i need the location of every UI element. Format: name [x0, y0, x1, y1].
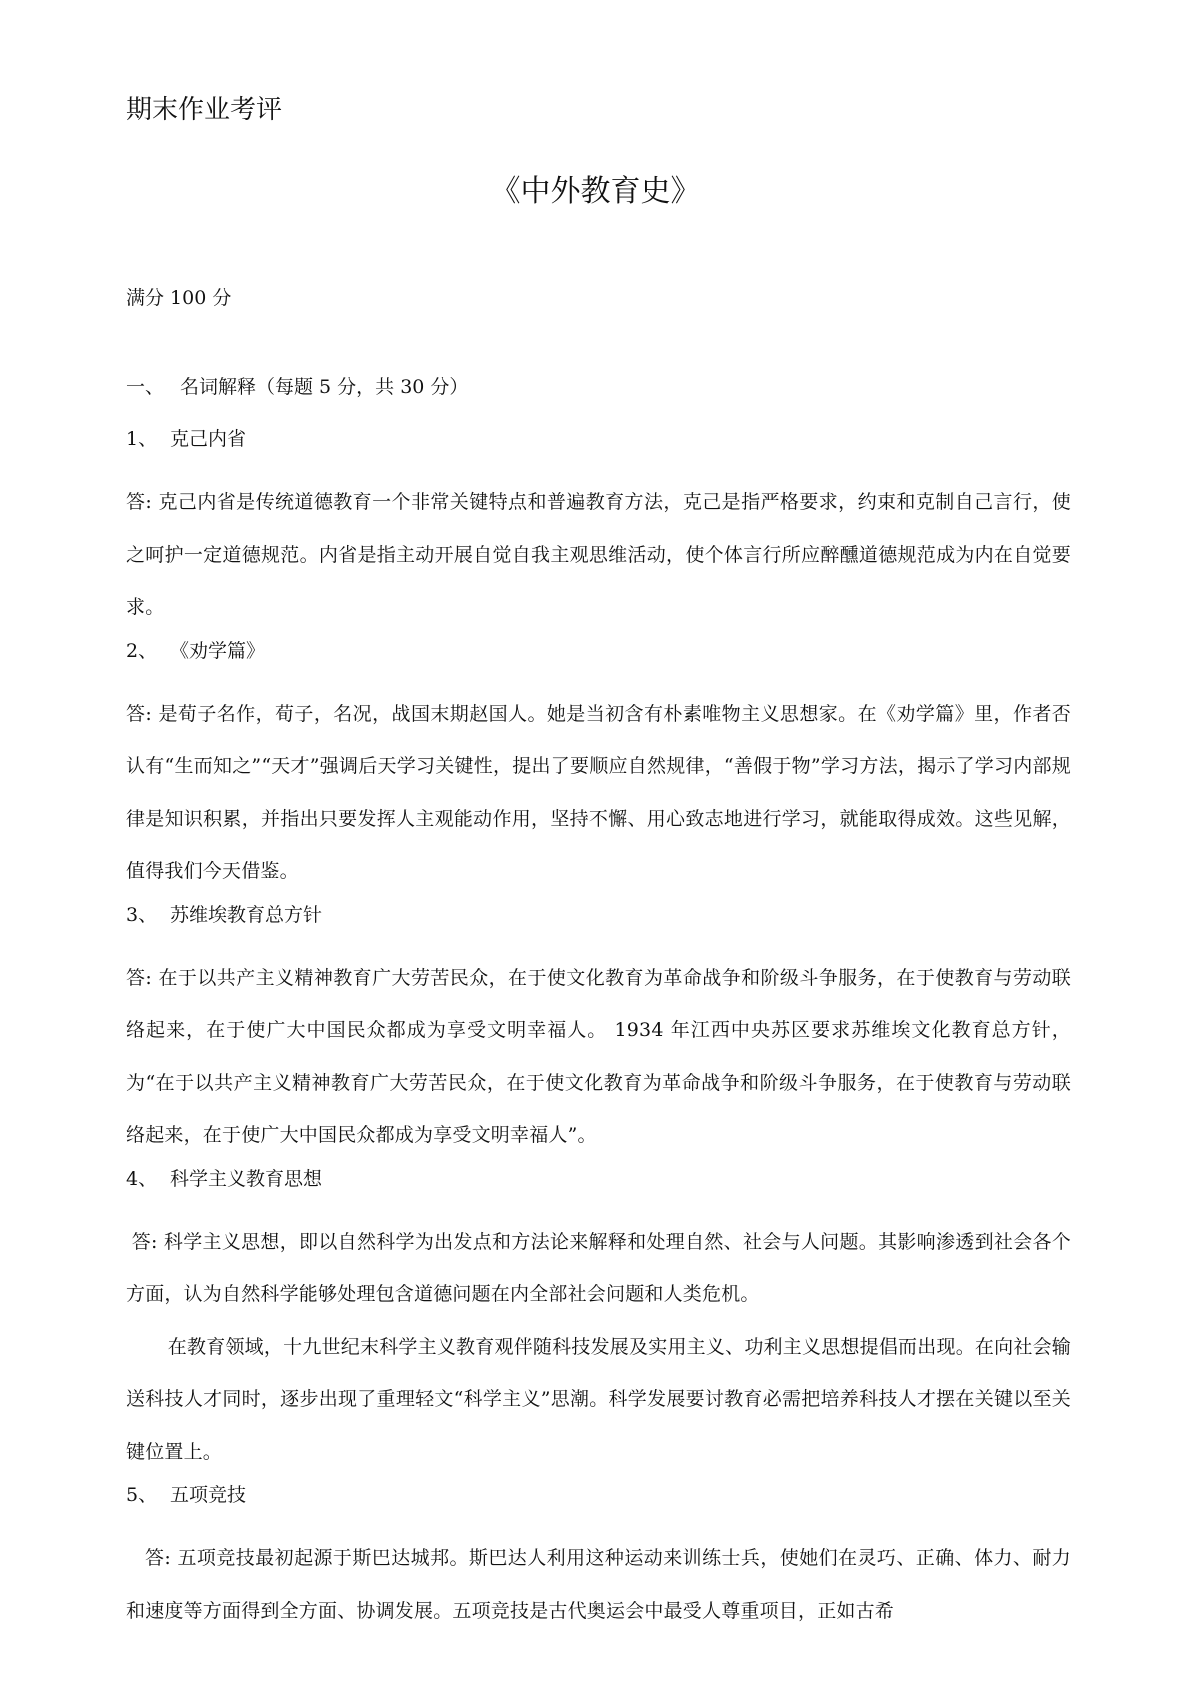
- answer-paragraph: 答: 克己内省是传统道德教育一个非常关键特点和普遍教育方法，克己是指严格要求，约束和克制自己言行，使之呵护一定道德规范。内省是指主动开展自觉自我主观思维活动，使个体言行所应醉醺道德规范成为内在自觉要求。: [126, 491, 1071, 618]
- item-heading-5: [126, 1480, 1071, 1510]
- item-heading-4: [126, 1164, 1071, 1194]
- answer-paragraph: 答: 是荀子名作，荀子，名况，战国末期赵国人。她是当初含有朴素唯物主义思想家。在《劝学篇》里，作者否认有“生而知之”“天才”强调后天学习关键性，提出了要顺应自然规律，“善假于物”学习方法，揭示了学习内部规律是知识积累，并指出只要发挥人主观能动作用，坚持不懈、用心致志地进行学习，就能取得成效。这些见解，值得我们今天借鉴。: [126, 702, 1071, 882]
- full-score-note: 满分 100 分: [126, 287, 232, 309]
- item-number: 2、: [126, 639, 158, 662]
- exam-header: 期末作业考评: [126, 95, 283, 125]
- item-number: 4、: [126, 1167, 158, 1190]
- item-title: 科学主义教育思想: [170, 1167, 323, 1190]
- item-title: 克己内省: [170, 428, 247, 450]
- section-number: 一、: [126, 376, 165, 398]
- item-number: 1、: [126, 428, 158, 450]
- item-title: 五项竞技: [170, 1484, 247, 1506]
- answer-paragraph: 答: 在于以共产主义精神教育广大劳苦民众，在于使文化教育为革命战争和阶级斗争服务，在于使教育与劳动联络起来，在于使广大中国民众都成为享受文明幸福人。 1934 年江西中央苏区要求苏维埃文化教育总方针，为“在于以共产主义精神教育广大劳苦民众，在于使文化教育为革命战争和阶级斗争服务，在于使教育与劳动联络起来，在于使广大中国民众都成为享受文明幸福人”。: [126, 966, 1071, 1146]
- document-body: [126, 372, 1071, 1637]
- item-number: 5、: [126, 1484, 158, 1506]
- answer-paragraph: 在教育领域，十九世纪末科学主义教育观伴随科技发展及实用主义、功利主义思想提倡而出现。在向社会输送科技人才同时，逐步出现了重理轻文“科学主义”思潮。科学发展要讨教育必需把培养科技人才摆在关键以至关键位置上。: [126, 1335, 1071, 1463]
- item-heading-3: [126, 900, 1071, 930]
- section-label: 名词解释（每题 5 分，共 30 分）: [180, 376, 469, 398]
- item-heading-2: [126, 636, 1071, 666]
- answer-paragraph: 答: 五项竞技最初起源于斯巴达城邦。斯巴达人利用这种运动来训练士兵，使她们在灵巧、正确、体力、耐力和速度等方面得到全方面、协调发展。五项竞技是古代奥运会中最受人尊重项目，正如古希: [126, 1547, 1071, 1622]
- item-title: 苏维埃教育总方针: [170, 903, 323, 926]
- item-heading-1: [126, 424, 1071, 454]
- answer-paragraph: 答: 科学主义思想，即以自然科学为出发点和方法论来解释和处理自然、社会与人问题。其影响渗透到社会各个方面，认为自然科学能够处理包含道德问题在内全部社会问题和人类危机。: [126, 1230, 1071, 1305]
- document-title: 《中外教育史》: [490, 174, 701, 209]
- item-title: 《劝学篇》: [170, 639, 266, 662]
- item-number: 3、: [126, 903, 158, 926]
- section-heading: [126, 372, 1071, 402]
